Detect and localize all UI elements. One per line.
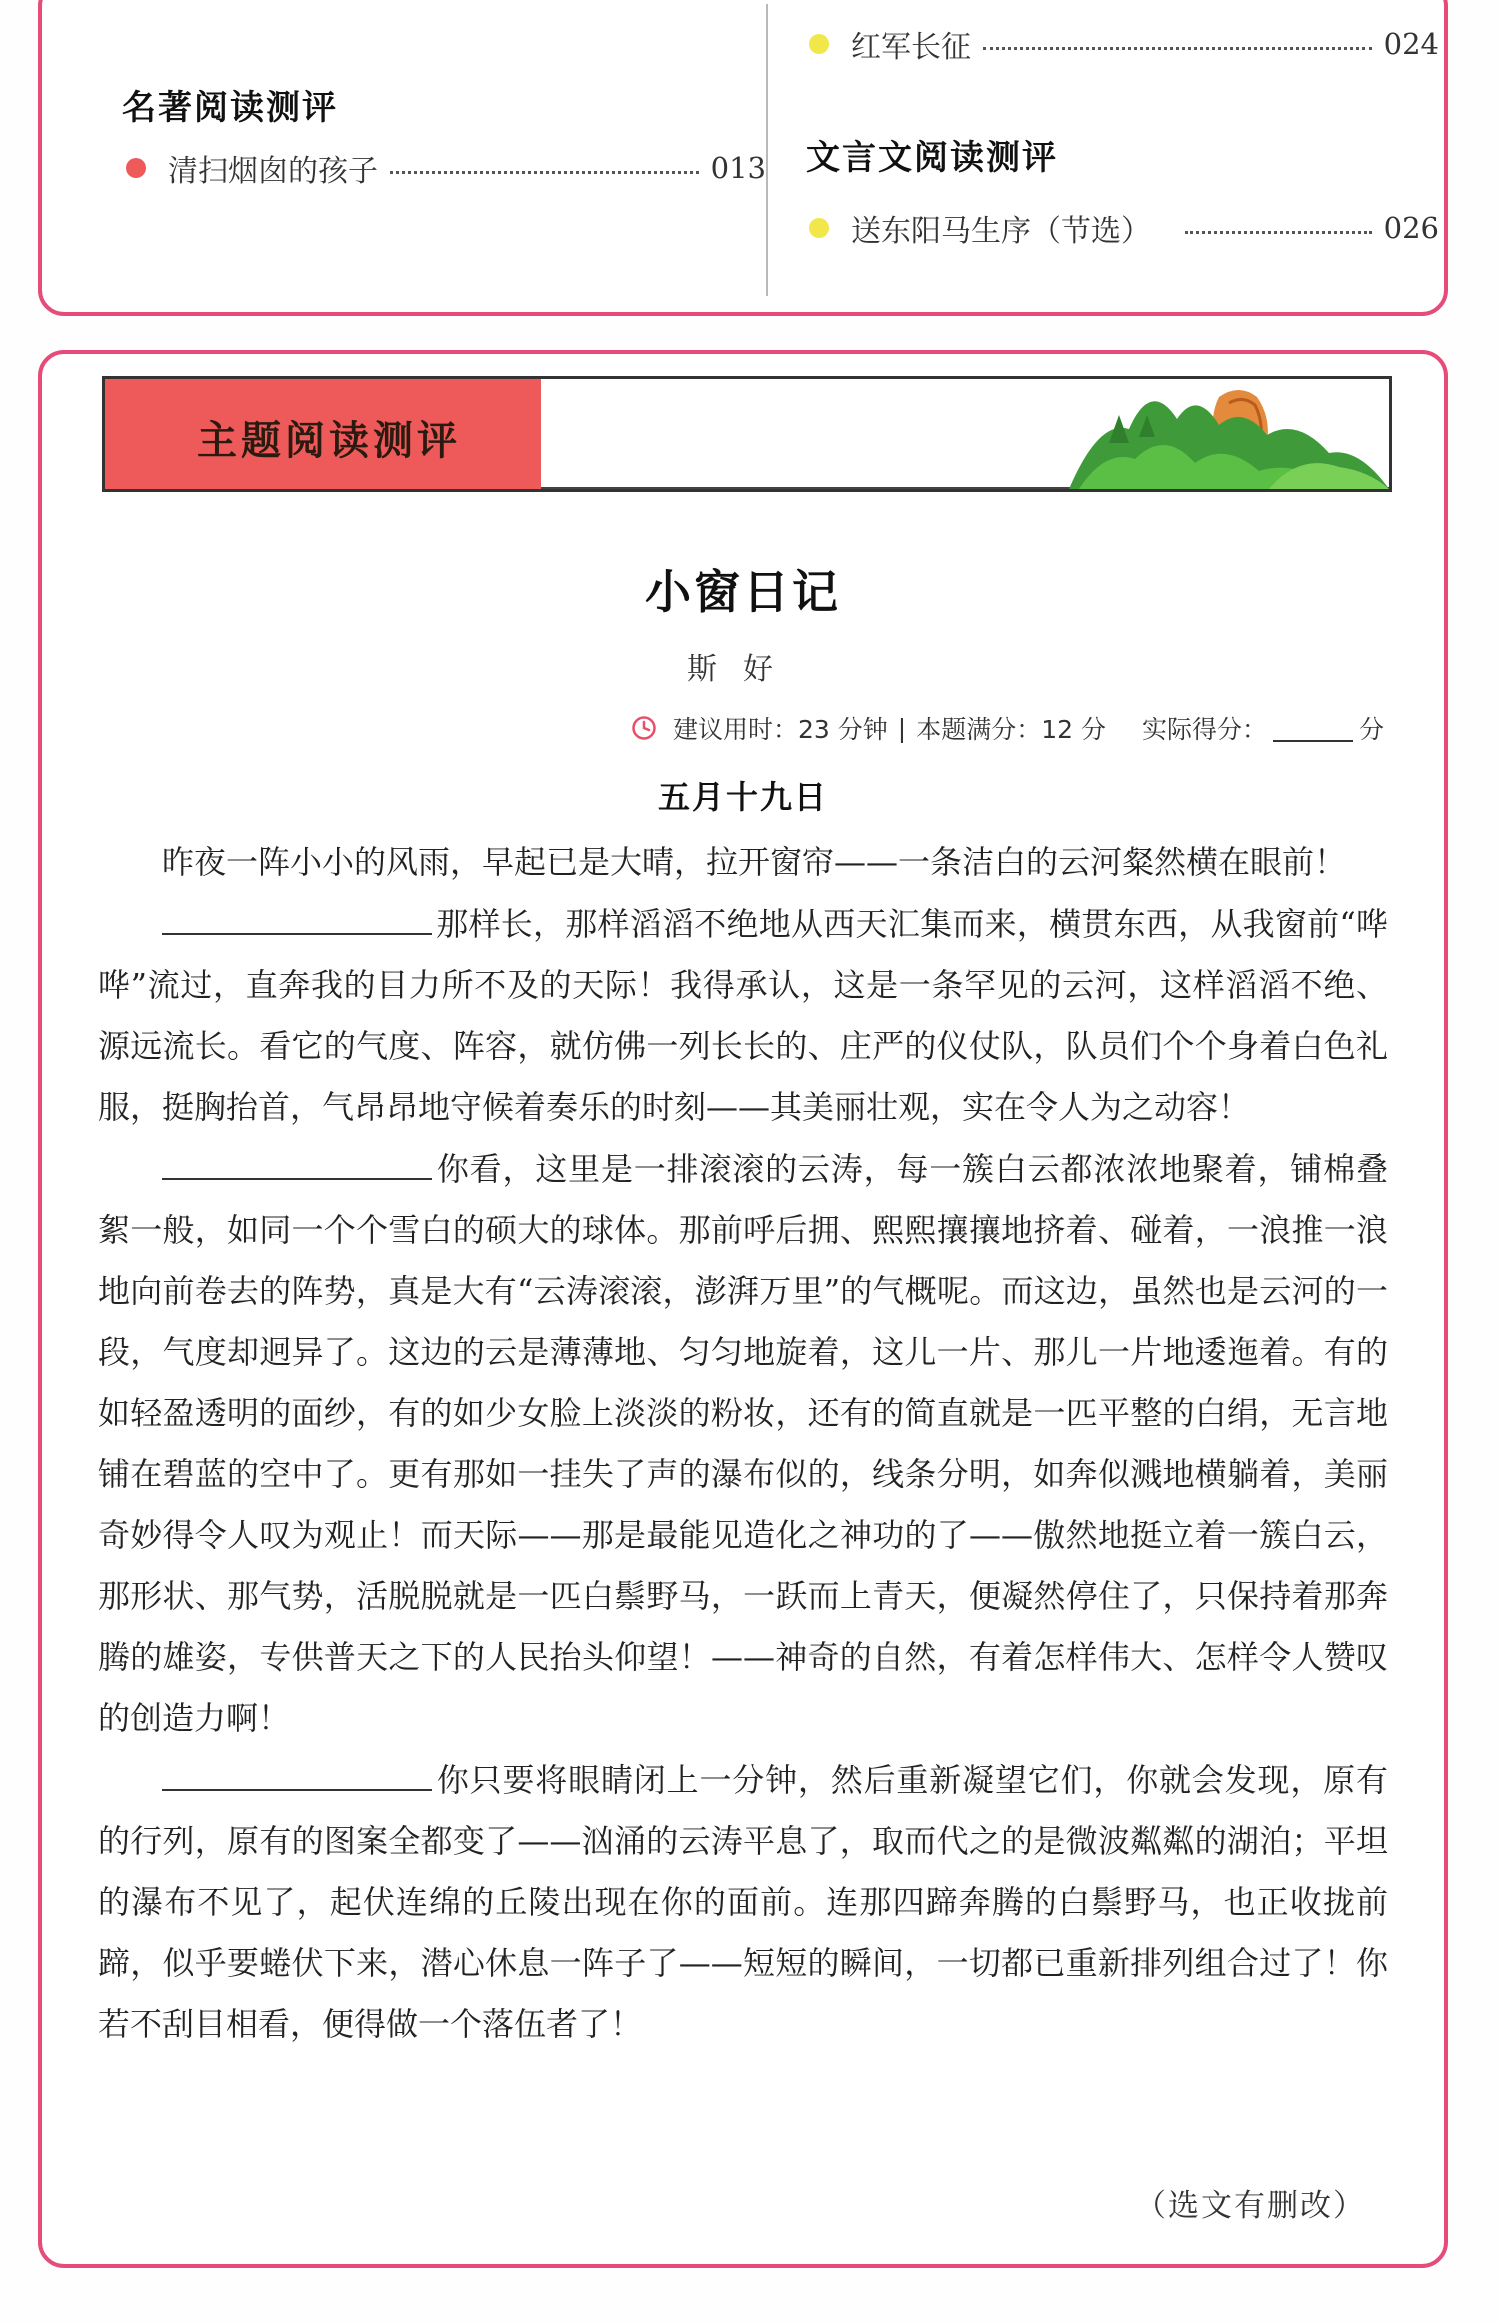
- answer-blank[interactable]: [162, 1749, 432, 1791]
- toc-heading-classical-chinese: 文言文阅读测评: [806, 138, 1058, 178]
- suggested-time: 建议用时：23 分钟: [673, 715, 888, 744]
- toc-item-page: 024: [1383, 27, 1439, 61]
- clock-icon: [631, 715, 657, 741]
- toc-item-chimney-sweep[interactable]: [126, 146, 766, 190]
- bullet-dot-icon: [809, 34, 829, 54]
- dot-leader: [983, 47, 1372, 50]
- dot-leader: [390, 171, 699, 174]
- article-body: [98, 832, 1388, 2055]
- toc-card: [38, 0, 1448, 316]
- banner-title: 主题阅读测评: [197, 418, 461, 464]
- bullet-dot-icon: [809, 218, 829, 238]
- article-title: 小窗日记: [645, 565, 841, 619]
- paragraph-text: 你只要将眼睛闭上一分钟，然后重新凝望它们，你就会发现，原有的行列，原有的图案全都变了——汹涌的云涛平息了，取而代之的是微波粼粼的湖泊；平坦的瀑布不见了，起伏连绵的丘陵出现在你的面前。连那四蹄奔腾的白鬃野马，也正收拢前蹄，似乎要蜷伏下来，潜心休息一阵子了——短短的瞬间，一切都已重新排列组合过了！你若不刮目相看，便得做一个落伍者了！: [98, 1761, 1388, 2043]
- section-banner: [102, 376, 1392, 492]
- paragraph-text: 那样长，那样滔滔不绝地从西天汇集而来，横贯东西，从我窗前“哗哗”流过，直奔我的目力所不及的天际！我得承认，这是一条罕见的云河，这样滔滔不绝、源远流长。看它的气度、阵容，就仿佛一列长长的、庄严的仪仗队，队员们个个身着白色礼服，挺胸抬首，气昂昂地守候着奏乐的时刻——其美丽壮观，实在令人为之动容！: [98, 905, 1388, 1126]
- dot-leader: [1185, 231, 1372, 234]
- toc-item-title: 清扫烟囱的孩子: [168, 154, 378, 189]
- paragraph: [98, 832, 1388, 893]
- actual-score-blank[interactable]: [1273, 714, 1353, 742]
- paragraph: [98, 1138, 1388, 1749]
- toc-item-title: 送东阳马生序（节选）: [851, 214, 1151, 249]
- actual-score-label: 实际得分：: [1141, 715, 1267, 744]
- bullet-dot-icon: [126, 158, 146, 178]
- toc-item-title: 红军长征: [851, 30, 971, 65]
- answer-blank[interactable]: [162, 893, 432, 935]
- paragraph: [98, 893, 1388, 1138]
- toc-item-dongyang-ma[interactable]: [809, 206, 1439, 250]
- hills-illustration-icon: [1069, 377, 1389, 489]
- toc-item-page: 026: [1383, 211, 1439, 245]
- article-author: 斯好: [687, 652, 799, 687]
- paragraph-text: 昨夜一阵小小的风雨，早起已是大晴，拉开窗帘——一条洁白的云河粲然横在眼前！: [162, 843, 1347, 881]
- time-score-line: [631, 710, 1384, 746]
- full-score: 本题满分：12 分: [916, 715, 1106, 744]
- reading-card: [38, 350, 1448, 2268]
- source-note: （选文有删改）: [1135, 2188, 1366, 2224]
- toc-heading-classics: 名著阅读测评: [122, 88, 338, 128]
- toc-item-page: 013: [710, 151, 766, 185]
- paragraph-text: 你看，这里是一排滚滚的云涛，每一簇白云都浓浓地聚着，铺棉叠絮一般，如同一个个雪白的硕大的球体。那前呼后拥、熙熙攘攘地挤着、碰着，一浪推一浪地向前卷去的阵势，真是大有“云涛滚滚，澎湃万里”的气概呢。而这边，虽然也是云河的一段，气度却迥异了。这边的云是薄薄地、匀匀地旋着，这儿一片、那儿一片地逶迤着。有的如轻盈透明的面纱，有的如少女脸上淡淡的粉妆，还有的简直就是一匹平整的白绢，无言地铺在碧蓝的空中了。更有那如一挂失了声的瀑布似的，线条分明，如奔似溅地横躺着，美丽奇妙得令人叹为观止！而天际——那是最能见造化之神功的了——傲然地挺立着一簇白云，那形状、那气势，活脱脱就是一匹白鬃野马，一跃而上青天，便凝然停住了，只保持着那奔腾的雄姿，专供普天之下的人民抬头仰望！——神奇的自然，有着怎样伟大、怎样令人赞叹的创造力啊！: [98, 1150, 1388, 1737]
- answer-blank[interactable]: [162, 1138, 432, 1180]
- toc-item-long-march[interactable]: [809, 22, 1439, 66]
- actual-score-unit: 分: [1358, 715, 1384, 744]
- paragraph: [98, 1749, 1388, 2055]
- diary-date: 五月十九日: [657, 778, 828, 816]
- meta-separator: |: [897, 713, 907, 743]
- toc-divider: [766, 4, 768, 296]
